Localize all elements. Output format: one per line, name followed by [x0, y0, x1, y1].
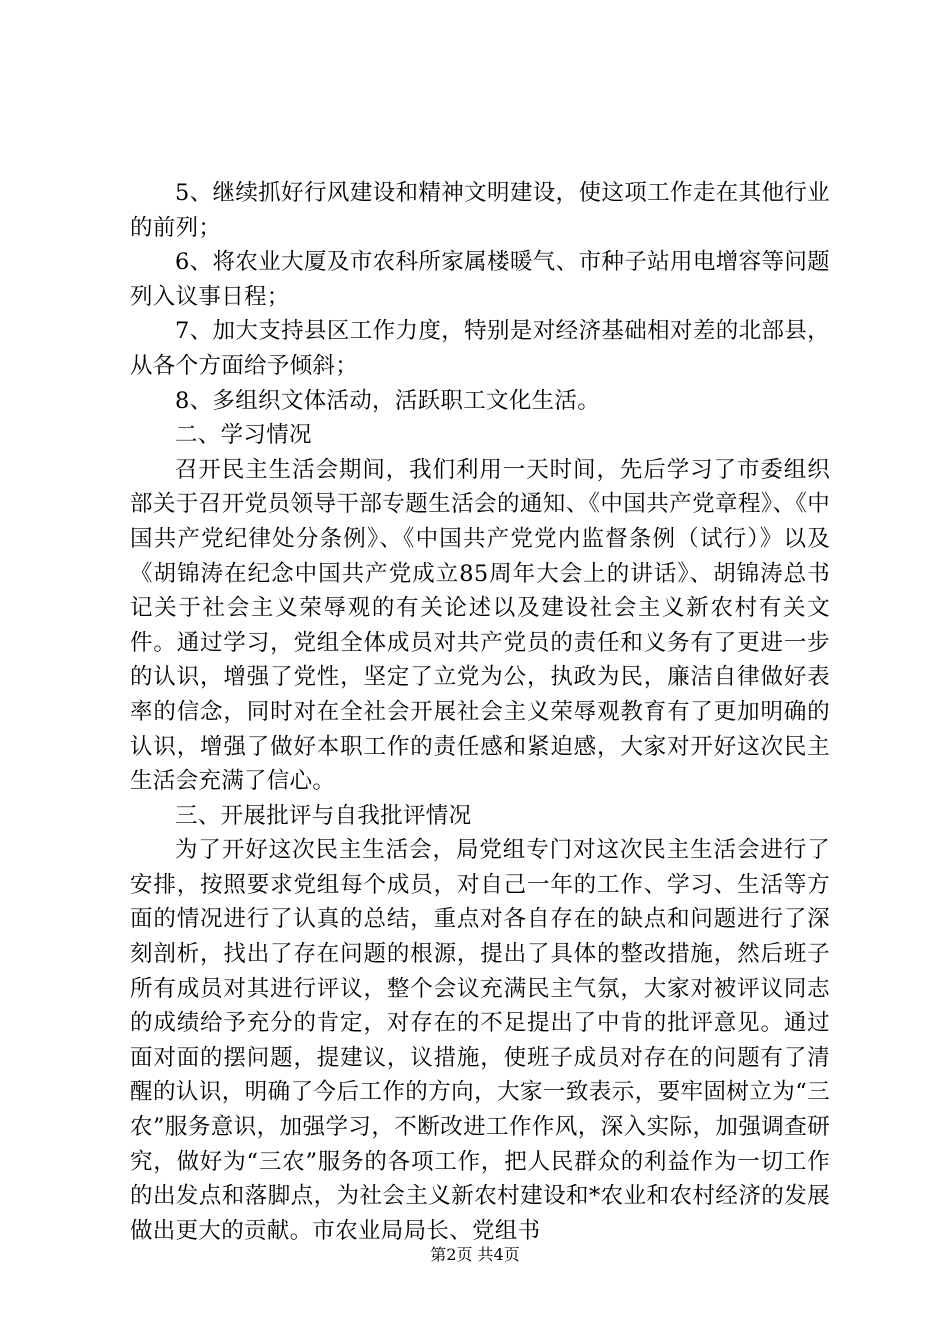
paragraph-item-6: 6、将农业大厦及市农科所家属楼暖气、市种子站用电增容等问题列入议事日程；	[130, 249, 830, 310]
paragraph-item-7: 7、加大支持县区工作力度，特别是对经济基础相对差的北部县，从各个方面给予倾斜；	[130, 318, 830, 379]
page-footer	[0, 1245, 950, 1265]
paragraph-item-5: 5、继续抓好行风建设和精神文明建设，使这项工作走在其他行业的前列；	[130, 180, 830, 241]
document-body	[130, 176, 830, 1248]
paragraph-criticism: 为了开好这次民主生活会，局党组专门对这次民主生活会进行了安排，按照要求党组每个成员，对自己一年的工作、学习、生活等方面的情况进行了认真的总结，重点对各自存在的缺点和问题进行了深刻剖析，找出了存在问题的根源，提出了具体的整改措施，然后班子所有成员对其进行评议，整个会议充满民主气氛，大家对被评议同志的成绩给予充分的肯定，对存在的不足提出了中肯的批评意见。通过面对面的摆问题，提建议，议措施，使班子成员对存在的问题有了清醒的认识，明确了今后工作的方向，大家一致表示，要牢固树立为“三农”服务意识，加强学习，不断改进工作作风，深入实际，加强调查研究，做好为“三农”服务的各项工作，把人民群众的利益作为一切工作的出发点和落脚点，为社会主义新农村建设和*农业和农村经济的发展做出更大的贡献。市农业局局长、党组书	[130, 837, 830, 1244]
paragraph-item-8: 8、多组织文体活动，活跃职工文化生活。	[175, 387, 601, 414]
page-number: 第2页 共4页	[430, 1245, 520, 1264]
section-heading-criticism: 三、开展批评与自我批评情况	[175, 802, 472, 829]
paragraph-study: 召开民主生活会期间，我们利用一天时间，先后学习了市委组织部关于召开党员领导干部专题生活会的通知、《中国共产党章程》、《中国共产党纪律处分条例》、《中国共产党党内监督条例（试行）》以及《胡锦涛在纪念中国共产党成立85周年大会上的讲话》、胡锦涛总书记关于社会主义荣辱观的有关论述以及建设社会主义新农村有关文件。通过学习，党组全体成员对共产党员的责任和义务有了更进一步的认识，增强了党性，坚定了立党为公，执政为民，廉洁自律做好表率的信念，同时对在全社会开展社会主义荣辱观教育有了更加明确的认识，增强了做好本职工作的责任感和紧迫感，大家对开好这次民主生活会充满了信心。	[130, 456, 830, 795]
section-heading-study: 二、学习情况	[175, 422, 312, 449]
